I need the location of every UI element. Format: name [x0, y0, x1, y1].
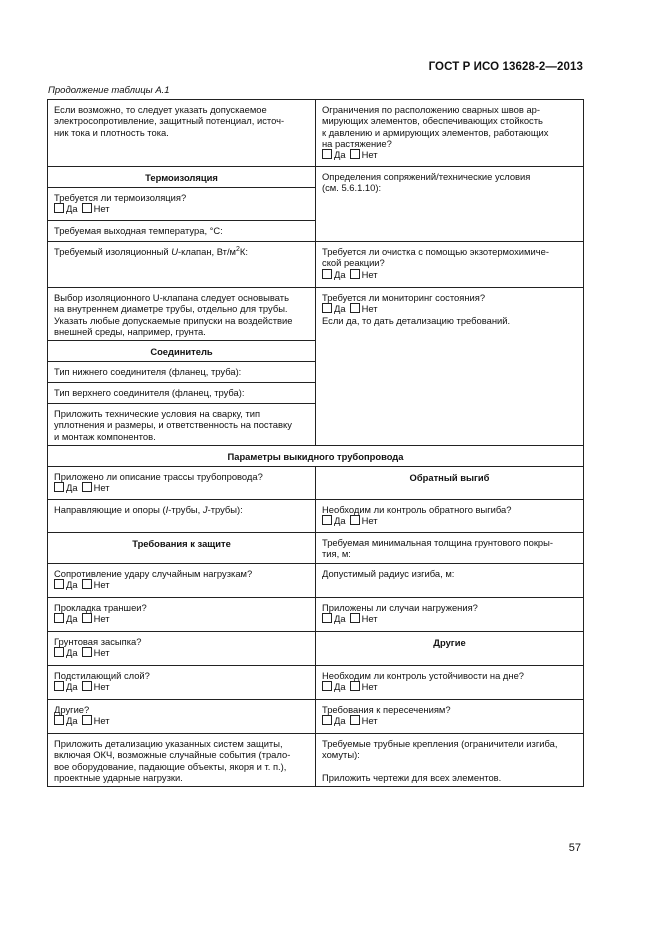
yes-no-choice	[322, 681, 577, 692]
yes-no-choice	[322, 149, 577, 160]
yes-label: Да	[66, 715, 78, 727]
text-part: I	[165, 504, 169, 516]
cell-joint-definitions	[316, 167, 584, 242]
cell-min-cover	[316, 533, 584, 564]
yes-no-choice	[54, 482, 309, 493]
table-row	[48, 242, 584, 288]
text-line: и монтаж компонентов.	[54, 430, 156, 442]
cell-impact-resistance	[48, 564, 316, 598]
text-part: U	[171, 246, 179, 257]
text-line: к давлению и армирующих элементов, работающих	[322, 126, 549, 138]
text-line: Приложить чертежи для всех элементов.	[322, 771, 502, 783]
yes-label: Да	[334, 268, 346, 280]
table-row	[48, 598, 584, 632]
section-header-protection: Требования к защите	[48, 533, 316, 564]
text-line: Требуется ли очистка с помощью экзотермохимиче-	[322, 246, 549, 257]
no-label: Нет	[361, 515, 378, 527]
text-line: ской реакции?	[322, 257, 385, 269]
yes-no-choice	[54, 613, 309, 624]
yes-label: Да	[334, 613, 346, 625]
text-line: на внутреннем диаметре трубы, отдельно для трубы.	[54, 303, 288, 315]
no-label: Нет	[93, 203, 110, 215]
cell-route-description	[48, 467, 316, 500]
checkbox-no[interactable]	[350, 515, 360, 525]
text-line: уплотнения и размеры, и ответственность на поставку	[54, 419, 292, 431]
checkbox-no[interactable]	[350, 681, 360, 691]
checkbox-no[interactable]	[350, 269, 360, 279]
cell-bedding-layer	[48, 666, 316, 700]
checkbox-yes[interactable]	[322, 149, 332, 159]
no-label: Нет	[93, 482, 110, 494]
checkbox-yes[interactable]	[322, 269, 332, 279]
no-label: Нет	[361, 613, 378, 625]
yes-label: Да	[334, 681, 346, 693]
text-line: Сопротивление удару случайным нагрузкам?	[54, 568, 253, 580]
table-row	[48, 500, 584, 533]
text-line: Приложить детализацию указанных систем защиты,	[54, 738, 283, 750]
cell-right	[316, 100, 584, 167]
cell-trenching	[48, 598, 316, 632]
section-header-connector: Соединитель	[48, 341, 316, 362]
yes-no-choice	[54, 715, 309, 726]
checkbox-no[interactable]	[82, 579, 92, 589]
text-line: Если да, то дать детализацию требований.	[322, 314, 511, 326]
yes-label: Да	[66, 681, 78, 693]
text-line: Приложить технические условия на сварку, тип	[54, 408, 261, 420]
text-line: Подстилающий слой?	[54, 670, 150, 682]
text-line: Требуется ли термоизоляция?	[54, 192, 187, 203]
checkbox-yes[interactable]	[54, 613, 64, 623]
cell-pipe-supports	[316, 734, 584, 787]
table-row	[48, 734, 584, 787]
yes-no-choice	[54, 579, 309, 590]
yes-label: Да	[66, 647, 78, 659]
yes-label: Да	[66, 482, 78, 494]
yes-no-choice	[322, 303, 577, 314]
text-line: мирующих элементов, обеспечивающих стойкость	[322, 115, 543, 127]
yes-label: Да	[66, 613, 78, 625]
checkbox-no[interactable]	[350, 613, 360, 623]
cell-u-selection	[48, 288, 316, 341]
text-line: Требуемая минимальная толщина грунтового покры-	[322, 537, 553, 549]
cell-lower-connector: Тип нижнего соединителя (фланец, труба):	[48, 362, 316, 383]
text-line: Ограничения по расположению сварных швов ар-	[322, 104, 541, 115]
yes-label: Да	[334, 715, 346, 727]
table-row	[48, 564, 584, 598]
text-line: Выбор изоляционного U-клапана следует основывать	[54, 292, 289, 303]
table-continuation-label: Продолжение таблицы А.1	[48, 85, 170, 96]
no-label: Нет	[93, 613, 110, 625]
cell-stability-control	[316, 666, 584, 700]
checkbox-yes[interactable]	[322, 715, 332, 725]
text-line: Требуемые трубные крепления (ограничители изгиба,	[322, 738, 558, 750]
cell-exotherm-cleaning	[316, 242, 584, 288]
checkbox-yes[interactable]	[54, 715, 64, 725]
no-label: Нет	[93, 579, 110, 591]
table-row	[48, 167, 584, 188]
no-label: Нет	[93, 647, 110, 659]
checkbox-no[interactable]	[82, 203, 92, 213]
cell-upper-connector: Тип верхнего соединителя (фланец, труба):	[48, 383, 316, 404]
cell-guides	[48, 500, 316, 533]
checkbox-yes[interactable]	[54, 681, 64, 691]
section-header-flowline: Параметры выкидного трубопровода	[48, 446, 584, 467]
checkbox-yes[interactable]	[54, 203, 64, 213]
cell-backfill	[48, 632, 316, 666]
yes-label: Да	[66, 579, 78, 591]
cell-left	[48, 100, 316, 167]
cell-thermal-required	[48, 188, 316, 221]
section-header-other: Другие	[316, 632, 584, 666]
checkbox-yes[interactable]	[322, 515, 332, 525]
text-line: Необходим ли контроль устойчивости на дне?	[322, 670, 525, 682]
text-line: вое оборудование, падающие объекты, якоря и т. п.),	[54, 760, 287, 772]
table-row	[48, 446, 584, 467]
yes-label: Да	[334, 303, 346, 315]
text-line: тия, м:	[322, 548, 351, 560]
yes-no-choice	[322, 269, 577, 280]
text-part: -трубы):	[207, 504, 243, 516]
checkbox-no[interactable]	[82, 647, 92, 657]
yes-no-choice	[54, 647, 309, 658]
checkbox-yes[interactable]	[322, 681, 332, 691]
yes-label: Да	[66, 203, 78, 215]
cell-crossings	[316, 700, 584, 734]
text-line: Если возможно, то следует указать допускаемое	[54, 104, 267, 115]
table-row	[48, 100, 584, 167]
text-line: Необходим ли контроль обратного выгиба?	[322, 504, 512, 516]
yes-no-choice	[322, 515, 577, 526]
cell-reverse-bend-control	[316, 500, 584, 533]
cell-load-cases	[316, 598, 584, 632]
checkbox-yes[interactable]	[322, 303, 332, 313]
cell-bend-radius: Допустимый радиус изгиба, м:	[316, 564, 584, 598]
text-line: (см. 5.6.1.10):	[322, 182, 382, 194]
text-line: на растяжение?	[322, 137, 392, 149]
text-part: J	[202, 504, 208, 516]
no-label: Нет	[361, 715, 378, 727]
text-line: Указать любые допускаемые припуски на воздействие	[54, 314, 293, 326]
no-label: Нет	[93, 681, 110, 693]
yes-label: Да	[334, 515, 346, 527]
checkbox-yes[interactable]	[54, 482, 64, 492]
text-line: Другие?	[54, 704, 90, 716]
checkbox-no[interactable]	[82, 681, 92, 691]
cell-protection-detail	[48, 734, 316, 787]
yes-no-choice	[54, 203, 309, 214]
table-row	[48, 533, 584, 564]
text-part: -трубы,	[168, 504, 203, 516]
text-line: внешней среды, например, грунта.	[54, 325, 206, 337]
checkbox-no[interactable]	[82, 482, 92, 492]
table-row	[48, 666, 584, 700]
text-part: Требуемый изоляционный	[54, 246, 172, 257]
document-standard-header: ГОСТ Р ИСО 13628-2—2013	[428, 61, 583, 73]
yes-no-choice	[322, 715, 577, 726]
section-header-thermal: Термоизоляция	[48, 167, 316, 188]
no-label: Нет	[361, 303, 378, 315]
cell-u-value	[48, 242, 316, 288]
text-line: хомуты):	[322, 749, 360, 761]
cell-weld-specs	[48, 404, 316, 446]
text-line: Приложено ли описание трассы трубопровода?	[54, 471, 263, 483]
cell-outlet-temp: Требуемая выходная температура, °C:	[48, 221, 316, 242]
table-row	[48, 288, 584, 341]
no-label: Нет	[361, 681, 378, 693]
yes-no-choice	[322, 613, 577, 624]
no-label: Нет	[361, 149, 378, 161]
page-number: 57	[568, 842, 581, 854]
text-line: ник тока и плотность тока.	[54, 126, 169, 138]
yes-no-choice	[54, 681, 309, 692]
cell-monitoring	[316, 288, 584, 446]
table-row	[48, 632, 584, 666]
text-line: Определения сопряжений/технические условия	[322, 171, 531, 182]
text-line: Требуется ли мониторинг состояния?	[322, 292, 486, 303]
checkbox-no[interactable]	[82, 715, 92, 725]
checkbox-no[interactable]	[350, 715, 360, 725]
text-line: Грунтовая засыпка?	[54, 636, 142, 648]
text-part: -клапан, Вт/м	[178, 246, 237, 257]
text-line: электросопротивление, защитный потенциал, источ-	[54, 115, 285, 127]
checkbox-no[interactable]	[82, 613, 92, 623]
section-header-reverse-bend: Обратный выгиб	[316, 467, 584, 500]
yes-label: Да	[334, 149, 346, 161]
requirements-table	[47, 99, 584, 787]
text-part: К:	[239, 246, 248, 257]
no-label: Нет	[361, 268, 378, 280]
text-part: 2	[236, 245, 240, 253]
table-row	[48, 467, 584, 500]
checkbox-yes[interactable]	[54, 647, 64, 657]
checkbox-yes[interactable]	[322, 613, 332, 623]
checkbox-yes[interactable]	[54, 579, 64, 589]
cell-other-question	[48, 700, 316, 734]
text-line: Требования к пересечениям?	[322, 704, 451, 716]
checkbox-no[interactable]	[350, 149, 360, 159]
no-label: Нет	[93, 715, 110, 727]
text-part: Направляющие и опоры (	[54, 504, 166, 516]
text-line: включая ОКЧ, возможные случайные события (трало-	[54, 749, 291, 761]
table-row	[48, 700, 584, 734]
text-line: Приложены ли случаи нагружения?	[322, 602, 478, 614]
text-line: Прокладка траншеи?	[54, 602, 147, 614]
checkbox-no[interactable]	[350, 303, 360, 313]
text-line: проектные ударные нагрузки.	[54, 772, 183, 784]
